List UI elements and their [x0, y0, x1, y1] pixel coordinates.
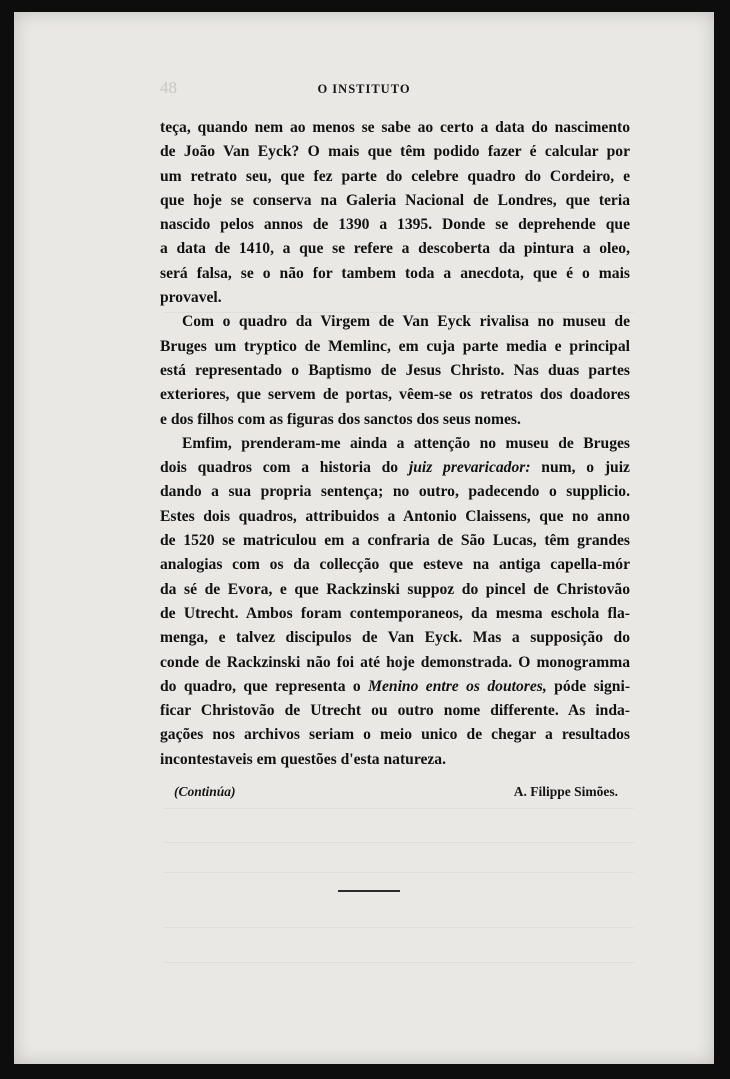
page-number: 48	[160, 78, 177, 97]
text-line: será falsa, se o não for tambem toda a anecdota, que é o mais	[160, 264, 630, 282]
text-line: de Utrecht. Ambos foram contemporaneos, da mesma eschola fla-	[160, 604, 630, 622]
italic-phrase: juiz prevaricador:	[408, 459, 531, 477]
text-line: da sé de Evora, e que Rackzinski suppoz do pincel de Christovão	[160, 580, 630, 598]
text-line: que hoje se conserva na Galeria Nacional de Londres, que teria	[160, 191, 630, 209]
text-line: Com o quadro da Virgem de Van Eyck rivalisa no museu de	[182, 313, 630, 331]
text-line: a data de 1410, a que se refere a descoberta da pintura a oleo,	[160, 240, 630, 258]
running-title: O INSTITUTO	[317, 82, 411, 96]
article-footer	[174, 784, 630, 800]
continued-note: (Continúa)	[174, 784, 236, 799]
text-line: de 1520 se matriculou em a confraria de São Lucas, têm grandes	[160, 532, 630, 550]
text-line: está representado o Baptismo de Jesus Christo. Nas duas partes	[160, 361, 630, 379]
text-line: menga, e talvez discipulos de Van Eyck. Mas a supposição do	[160, 629, 630, 647]
text-line: um retrato seu, que fez parte do celebre quadro do Cordeiro, e	[160, 167, 630, 185]
body-text	[160, 116, 630, 772]
text-line: conde de Rackzinski não foi até hoje demonstrada. O monogramma	[160, 653, 630, 671]
text-line: de João Van Eyck? O mais que têm podido fazer é calcular por	[160, 143, 630, 161]
section-rule	[338, 890, 400, 892]
text-line: nascido pelos annos de 1390 a 1395. Donde se deprehende que	[160, 216, 630, 234]
text-line: Emfim, prenderam-me ainda a attenção no museu de Bruges	[182, 434, 630, 452]
text-line: analogias com os da collecção que esteve na antiga capella-mór	[160, 556, 630, 574]
text-line: dois quadros com a historia do juiz prevaricador: num, o juiz	[160, 459, 630, 477]
text-line: e dos filhos com as figuras dos sanctos dos seus nomes.	[160, 410, 521, 428]
text-line: do quadro, que representa o Menino entre os doutores, póde signi-	[160, 677, 630, 695]
italic-phrase: Menino entre os doutores,	[368, 677, 547, 695]
text-line: gações nos archivos seriam o meio unico de chegar a resultados	[160, 726, 630, 744]
author-signature: A. Filippe Simões.	[513, 784, 618, 799]
document-page	[14, 12, 714, 1064]
text-line: exteriores, que servem de portas, vêem-se os retratos dos doadores	[160, 386, 630, 404]
text-line: Bruges um tryptico de Memlinc, em cuja parte media e principal	[160, 337, 630, 355]
text-line: provavel.	[160, 289, 222, 307]
text-line: dando a sua propria sentença; no outro, padecendo o supplicio.	[160, 483, 630, 501]
text-line: Estes dois quadros, attribuidos a Antonio Claissens, que no anno	[160, 507, 630, 525]
text-line: ficar Christovão de Utrecht ou outro nome differente. As inda-	[160, 702, 630, 720]
text-line: teça, quando nem ao menos se sabe ao certo a data do nascimento	[160, 119, 630, 136]
text-line: incontestaveis em questões d'esta natureza.	[160, 750, 447, 768]
